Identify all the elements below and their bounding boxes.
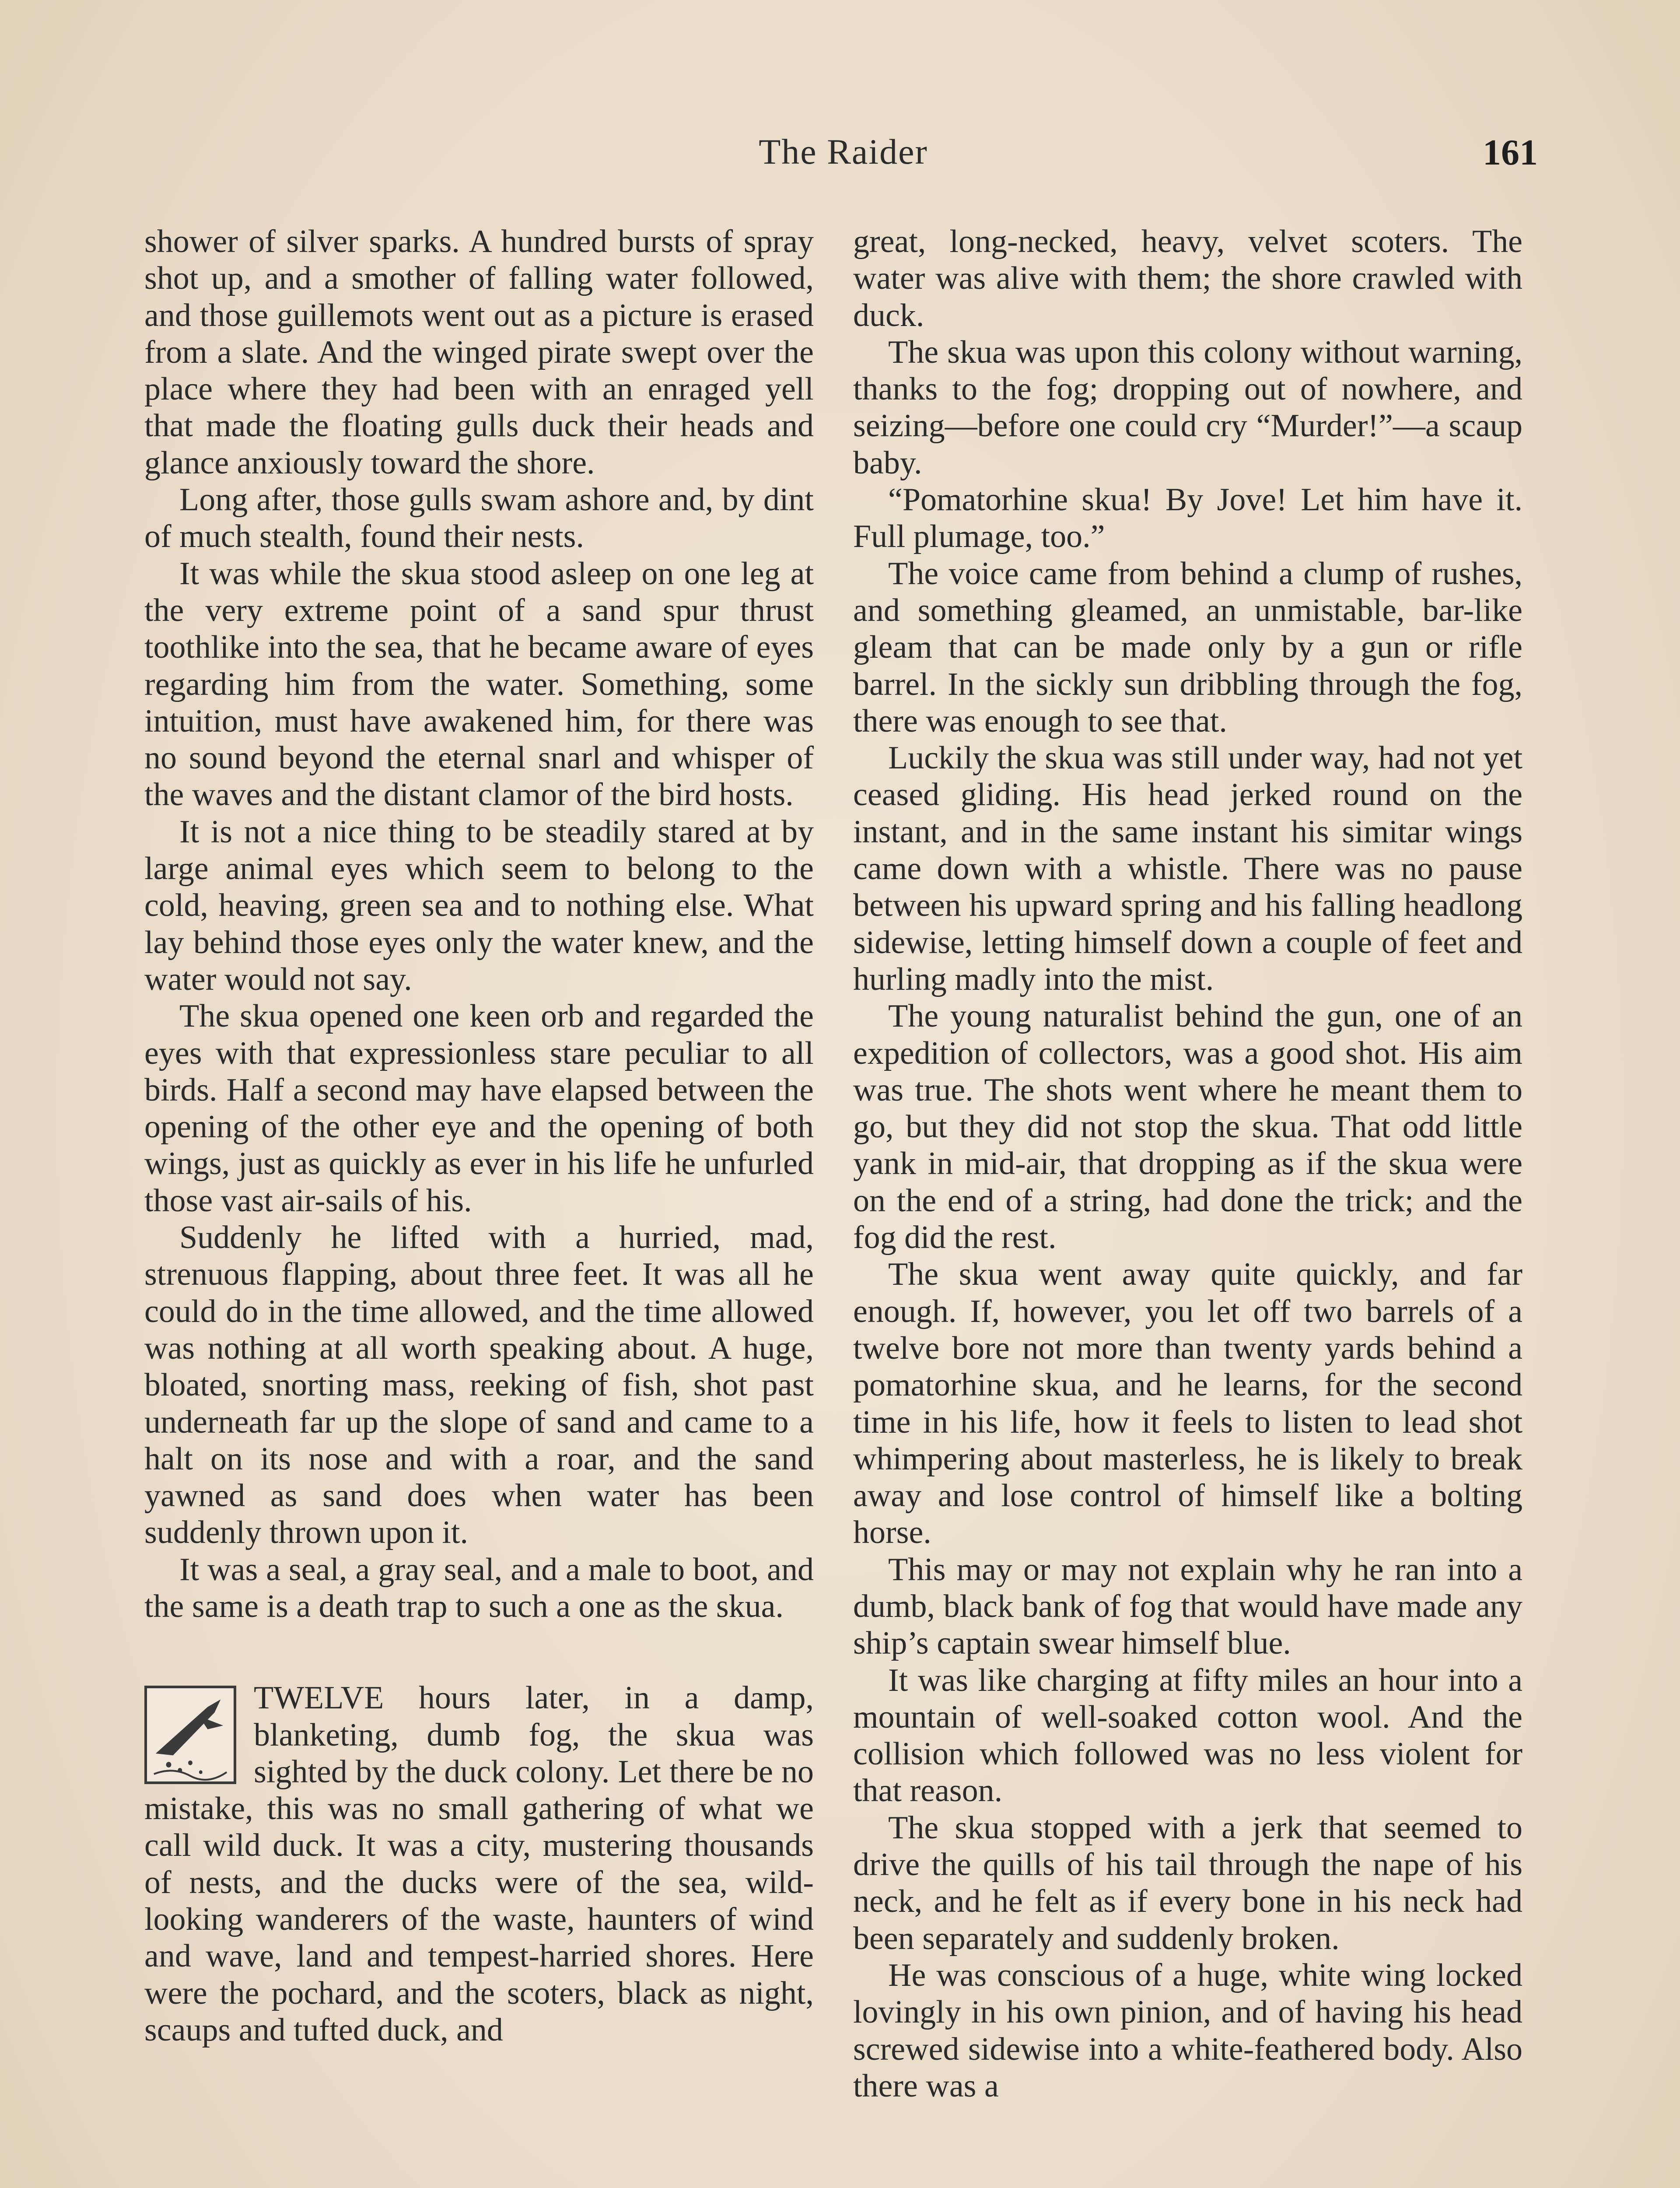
- paragraph: “Pomatorhine skua! By Jove! Let him have it. Full plumage, too.”: [853, 482, 1522, 555]
- paragraph: The skua stopped with a jerk that seemed to drive the quills of his tail through the nape of his neck, and he felt as if every bone in his neck had been separately and suddenly broken.: [853, 1809, 1522, 1957]
- paragraph: The young naturalist behind the gun, one of an expedition of collectors, was a good shot. His aim was true. The shots went where he meant them to go, but they did not stop the skua. That odd little yank in mid-air, that dropping as if the skua were on the end of a string, had done the trick; and the fog did the rest.: [853, 998, 1522, 1256]
- left-column: [144, 223, 814, 2048]
- paragraph: He was conscious of a huge, white wing locked lovingly in his own pinion, and of having his head screwed sidewise into a white-feathered body. Also there was a: [853, 1957, 1522, 2104]
- paragraph: The skua opened one keen orb and regarded the eyes with that expressionless stare peculiar to all birds. Half a second may have elapsed between the opening of the other eye and the opening of both wings, just as quickly as ever in his life he unfurled those vast air-sails of his.: [144, 998, 814, 1219]
- paragraph: Luckily the skua was still under way, had not yet ceased gliding. His head jerked round on the instant, and in the same instant his simitar wings came down with a whistle. There was no pause between his upward spring and his falling headlong sidewise, letting himself down a couple of feet and hurling madly into the mist.: [853, 740, 1522, 997]
- paragraph: The skua was upon this colony without warning, thanks to the fog; dropping out of nowhere, and seizing—before one could cry “Murder!”—a scaup baby.: [853, 334, 1522, 481]
- paragraph: great, long-necked, heavy, velvet scoters. The water was alive with them; the shore crawled with duck.: [853, 224, 1522, 333]
- paragraph: The voice came from behind a clump of rushes, and something gleamed, an unmistable, bar-like gleam that can be made only by a gun or rifle barrel. In the sickly sun dribbling through the fog, there was enough to see that.: [853, 555, 1522, 739]
- paragraph: This may or may not explain why he ran into a dumb, black bank of fog that would have made any ship’s captain swear himself blue.: [853, 1551, 1522, 1662]
- paragraph: It is not a nice thing to be steadily stared at by large animal eyes which seem to belong to the cold, heaving, green sea and to nothing else. What lay behind those eyes only the water knew, and the water would not say.: [144, 813, 814, 997]
- bird-vignette-icon: [144, 1686, 236, 1784]
- paragraph: The skua went away quite quickly, and far enough. If, however, you let off two barrels of a twelve bore not more than twenty yards behind a pomatorhine skua, and he learns, for the second time in his life, how it feels to listen to lead shot whimpering about masterless, he is likely to break away and lose control of himself like a bolting horse.: [853, 1256, 1522, 1551]
- page-header: [149, 131, 1538, 179]
- running-title: The Raider: [759, 132, 928, 172]
- paragraph: It was while the skua stood asleep on one leg at the very extreme point of a sand spur thrust toothlike into the sea, that he became aware of eyes regarding him from the water. Something, some intuition, must have awakened him, for there was no sound beyond the eternal snarl and whisper of the waves and the distant clamor of the bird hosts.: [144, 555, 814, 813]
- page-number: 161: [1483, 132, 1538, 173]
- section-break: [144, 1625, 814, 1680]
- paragraph: shower of silver sparks. A hundred bursts of spray shot up, and a smother of falling water followed, and those guillemots went out as a picture is erased from a slate. And the winged pirate swept over the place where they had been with an enraged yell that made the floating gulls duck their heads and glance anxiously toward the shore.: [144, 224, 814, 481]
- paragraph: It was like charging at fifty miles an hour into a mountain of well-soaked cotton wool. And the collision which followed was no less violent for that reason.: [853, 1662, 1522, 1809]
- paragraph: Suddenly he lifted with a hurried, mad, strenuous flapping, about three feet. It was all he could do in the time allowed, and the time allowed was nothing at all worth speaking about. A huge, bloated, snorting mass, reeking of fish, shot past underneath far up the slope of sand and came to a halt on its nose and with a roar, and the sand yawned as sand does when water has been suddenly thrown upon it.: [144, 1220, 814, 1551]
- dropcap-paragraph: TWELVE hours later, in a damp, blanketing, dumb fog, the skua was sighted by the duck colony. Let there be no mistake, this was no small gathering of what we call wild duck. It was a city, mustering thousands of nests, and the ducks were of the sea, wild-looking wanderers of the waste, haunters of wind and wave, land and tempest-harried shores. Here were the pochard, and the scoters, black as night, scaups and tufted duck, and: [144, 1680, 814, 2048]
- right-column: [853, 223, 1522, 2104]
- paragraph: It was a seal, a gray seal, and a male to boot, and the same is a death trap to such a one as the skua.: [144, 1551, 814, 1624]
- paragraph: Long after, those gulls swam ashore and, by dint of much stealth, found their nests.: [144, 482, 814, 555]
